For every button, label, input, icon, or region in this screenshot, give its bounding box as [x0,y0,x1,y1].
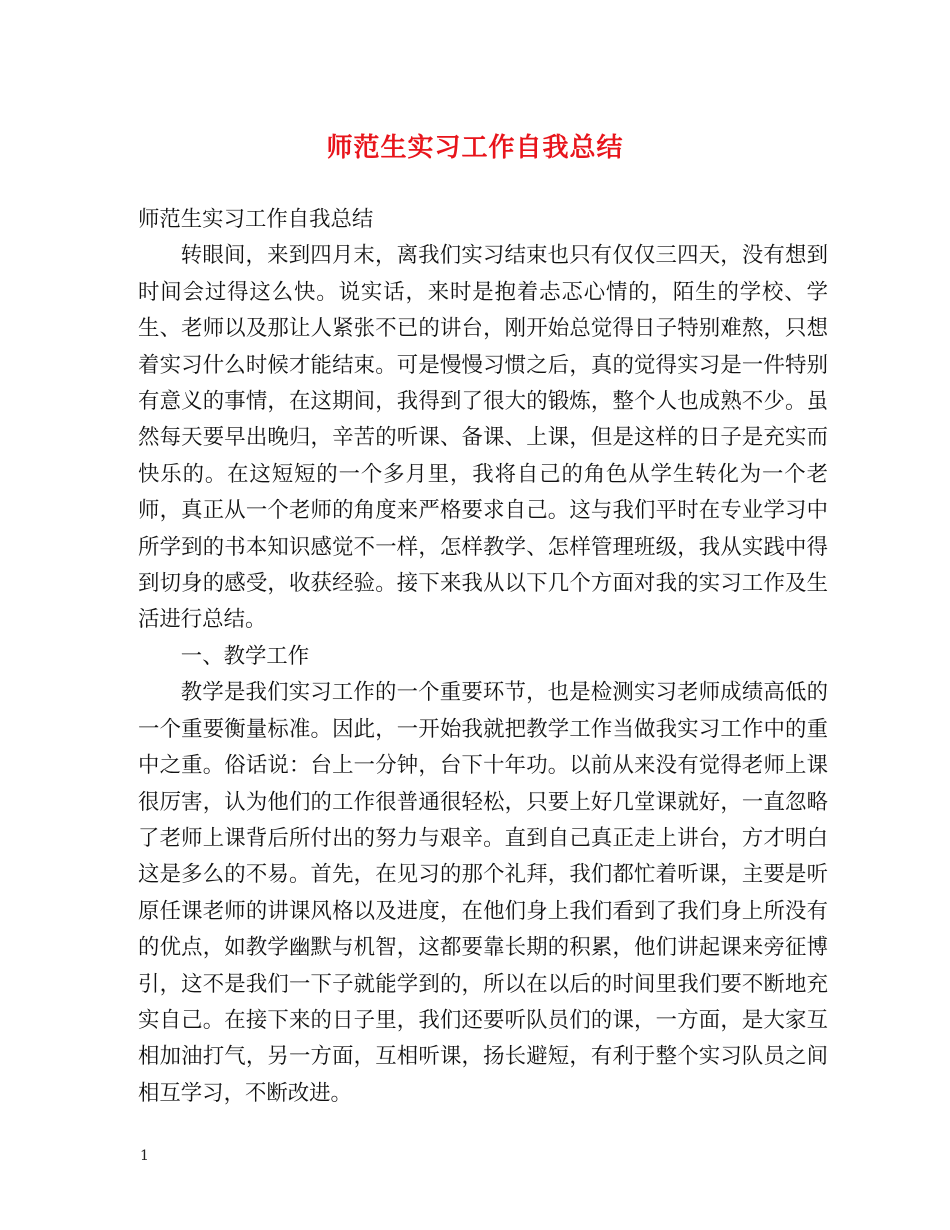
paragraph-intro: 转眼间，来到四月末，离我们实习结束也只有仅仅三四天，没有想到时间会过得这么快。说实话，来时是抱着忐忑心情的，陌生的学校、学生、老师以及那让人紧张不已的讲台，刚开始总觉得日子特别难熬，只想着实习什么时候才能结束。可是慢慢习惯之后，真的觉得实习是一件特别有意义的事情，在这期间，我得到了很大的锻炼，整个人也成熟不少。虽然每天要早出晚归，辛苦的听课、备课、上课，但是这样的日子是充实而快乐的。在这短短的一个多月里，我将自己的角色从学生转化为一个老师，真正从一个老师的角度来严格要求自己。这与我们平时在专业学习中所学到的书本知识感觉不一样，怎样教学、怎样管理班级，我从实践中得到切身的感受，收获经验。接下来我从以下几个方面对我的实习工作及生活进行总结。 [138,243,828,633]
paragraph-teaching: 教学是我们实习工作的一个重要环节，也是检测实习老师成绩高低的一个重要衡量标准。因此，一开始我就把教学工作当做我实习工作中的重中之重。俗话说：台上一分钟，台下十年功。以前从来没有觉得老师上课很厉害，认为他们的工作很普通很轻松，只要上好几堂课就好，一直忽略了老师上课背后所付出的努力与艰辛。直到自己真正走上讲台，方才明白这是多么的不易。首先，在见习的那个礼拜，我们都忙着听课，主要是听原任课老师的讲课风格以及进度，在他们身上我们看到了我们身上所没有的优点，如教学幽默与机智，这都要靠长期的积累，他们讲起课来旁征博引，这不是我们一下子就能学到的，所以在以后的时间里我们要不断地充实自己。在接下来的日子里，我们还要听队员们的课，一方面，是大家互相加油打气，另一方面，互相听课，扬长避短，有利于整个实习队员之间相互学习，不断改进。 [138,680,828,1106]
document-title: 师范生实习工作自我总结 [326,133,624,163]
document-body [138,202,828,1112]
section-heading-teaching: 一、教学工作 [180,643,310,669]
page-number: 1 [140,1148,149,1164]
paragraph-heading: 师范生实习工作自我总结 [138,207,374,232]
